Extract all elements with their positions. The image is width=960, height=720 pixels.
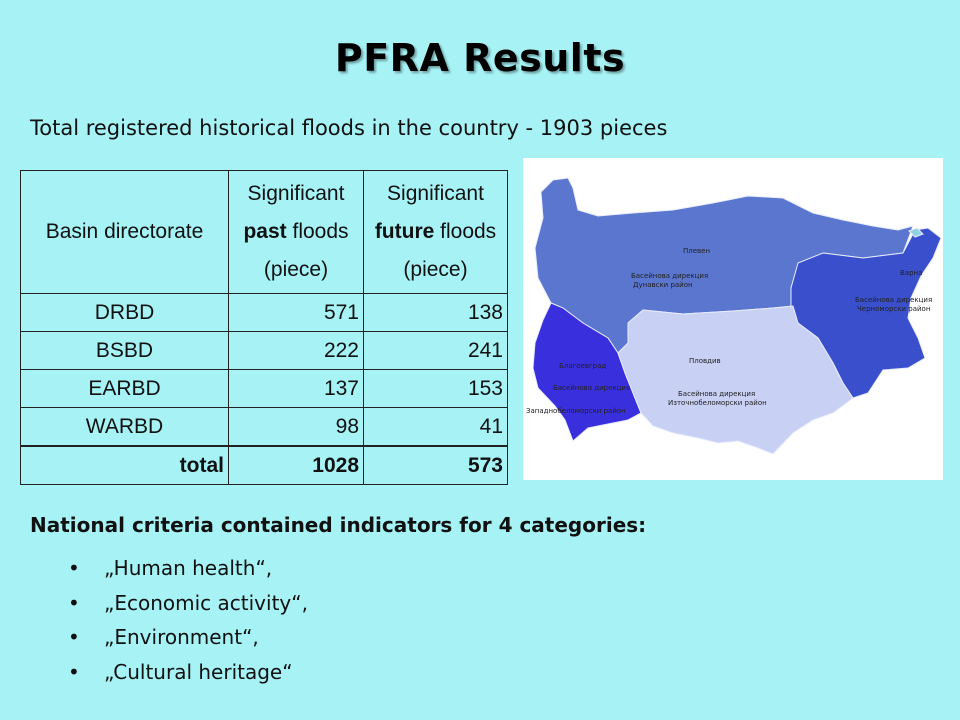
header-future-floods <box>364 171 508 294</box>
row-future: 153 <box>364 370 508 408</box>
category-label: „Human health“, <box>104 556 273 580</box>
row-name: EARBD <box>21 370 229 408</box>
label-pleven: Плевен <box>683 247 711 255</box>
row-future: 41 <box>364 408 508 447</box>
label-east-aegean-2: Източнобеломорски район <box>668 399 767 407</box>
row-past: 137 <box>229 370 364 408</box>
bullet-icon: • <box>68 556 80 580</box>
list-item <box>68 556 308 591</box>
category-label: „Economic activity“, <box>104 590 308 615</box>
header-past-rest: floods <box>286 220 349 243</box>
row-name: WARBD <box>21 408 229 447</box>
header-future-rest: floods <box>434 220 497 243</box>
basin-map <box>523 158 943 480</box>
category-label: „Cultural heritage“ <box>104 659 293 684</box>
table-row <box>21 332 508 370</box>
bullet-icon: • <box>68 625 80 649</box>
table-row <box>21 370 508 408</box>
total-future: 573 <box>364 446 508 485</box>
row-future: 241 <box>364 332 508 370</box>
label-danube-1: Басейнова дирекция <box>631 272 709 280</box>
list-item <box>68 591 308 626</box>
row-past: 98 <box>229 408 364 447</box>
bullet-icon: • <box>68 659 80 684</box>
row-future: 138 <box>364 294 508 332</box>
label-varna: Варна <box>900 269 923 277</box>
header-future-bold: future <box>374 220 435 243</box>
header-past-floods <box>229 171 364 294</box>
table-total-row <box>21 446 508 485</box>
header-past-line1: Significant <box>247 182 345 205</box>
row-past: 571 <box>229 294 364 332</box>
header-past-bold: past <box>243 220 287 243</box>
flood-table <box>20 170 508 485</box>
criteria-heading: National criteria contained indicators for 4 categories: <box>30 513 647 537</box>
table-row <box>21 408 508 447</box>
header-future-line3: (piece) <box>403 258 468 281</box>
row-name: BSBD <box>21 332 229 370</box>
category-list <box>68 556 308 694</box>
row-name: DRBD <box>21 294 229 332</box>
header-basin-directorate: Basin directorate <box>21 171 229 294</box>
label-blacksea-1: Басейнова дирекция <box>855 296 933 304</box>
label-east-aegean-1: Басейнова дирекция <box>678 390 756 398</box>
list-item <box>68 625 308 660</box>
label-blagoevgrad: Благоевград <box>559 362 607 370</box>
label-plovdiv: Пловдив <box>689 357 721 365</box>
bullet-icon: • <box>68 590 80 615</box>
label-west-aegean-1: Басейнова дирекция <box>553 384 631 392</box>
slide-title: PFRA Results <box>334 36 626 80</box>
header-future-line1: Significant <box>387 182 484 205</box>
total-past: 1028 <box>229 446 364 485</box>
label-danube-2: Дунавски район <box>633 281 693 289</box>
label-blacksea-2: Черноморски район <box>857 305 931 313</box>
label-west-aegean-2: Западнобеломорски район <box>526 407 626 415</box>
list-item <box>68 660 308 695</box>
header-past-line3: (piece) <box>263 258 329 281</box>
table-header-row <box>21 171 508 294</box>
slide-subtitle: Total registered historical floods in the country - 1903 pieces <box>30 116 668 140</box>
row-past: 222 <box>229 332 364 370</box>
table-row <box>21 294 508 332</box>
bulgaria-basin-map <box>523 158 943 480</box>
category-label: „Environment“, <box>104 625 259 649</box>
total-label: total <box>21 446 229 485</box>
